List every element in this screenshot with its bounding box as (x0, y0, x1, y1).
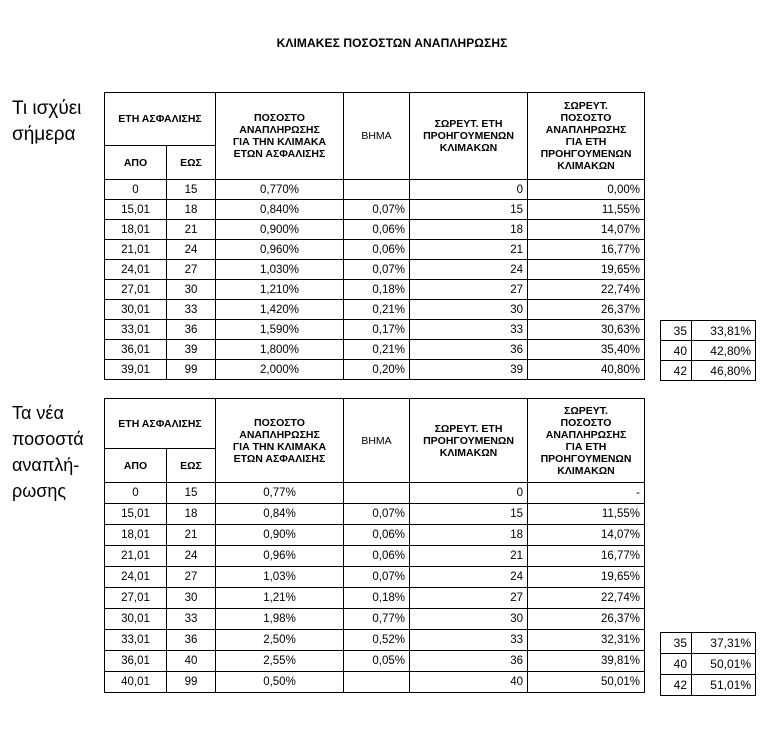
table-row (105, 651, 645, 672)
totals-rate: 50,01% (692, 654, 756, 675)
cell-cumulative-years: 27 (410, 280, 528, 300)
cell-cumulative-years: 33 (410, 630, 528, 651)
cell-from: 24,01 (105, 567, 167, 588)
totals-years: 42 (661, 361, 692, 381)
table-row (105, 220, 645, 240)
cell-rate: 1,420% (216, 300, 344, 320)
table-row (105, 504, 645, 525)
header-rate: ΠΟΣΟΣΤΟ ΑΝΑΠΛΗΡΩΣΗΣ ΓΙΑ ΤΗΝ ΚΛΙΜΑΚΑ ΕΤΩΝ ΑΣΦΑΛΙΣΗΣ (216, 399, 344, 483)
cell-step: 0,21% (344, 340, 410, 360)
cell-cumulative-years: 15 (410, 200, 528, 220)
cell-to: 30 (167, 280, 216, 300)
cell-rate: 1,030% (216, 260, 344, 280)
table-row (105, 630, 645, 651)
totals-row (661, 675, 756, 696)
cell-cumulative-rate: 50,01% (528, 672, 645, 693)
cell-from: 15,01 (105, 200, 167, 220)
cell-cumulative-rate: 26,37% (528, 300, 645, 320)
cell-from: 36,01 (105, 340, 167, 360)
cell-to: 30 (167, 588, 216, 609)
totals-years: 35 (661, 633, 692, 654)
cell-step: 0,06% (344, 525, 410, 546)
table-row (105, 180, 645, 200)
cell-from: 0 (105, 483, 167, 504)
cell-cumulative-rate: 19,65% (528, 567, 645, 588)
totals-rate: 51,01% (692, 675, 756, 696)
cell-step: 0,18% (344, 588, 410, 609)
cell-cumulative-years: 40 (410, 672, 528, 693)
cell-cumulative-rate: 30,63% (528, 320, 645, 340)
cell-rate: 0,84% (216, 504, 344, 525)
document-title: ΚΛΙΜΑΚΕΣ ΠΟΣΟΣΤΩΝ ΑΝΑΠΛΗΡΩΣΗΣ (276, 36, 508, 50)
cell-to: 15 (167, 483, 216, 504)
table-row (105, 567, 645, 588)
cell-cumulative-rate: 11,55% (528, 200, 645, 220)
cell-step: 0,20% (344, 360, 410, 380)
totals-years: 42 (661, 675, 692, 696)
table-row (105, 240, 645, 260)
cell-cumulative-years: 18 (410, 525, 528, 546)
cell-step (344, 483, 410, 504)
table-row (105, 320, 645, 340)
cell-step: 0,07% (344, 200, 410, 220)
totals-rate: 42,80% (692, 341, 756, 361)
cell-cumulative-rate: 14,07% (528, 220, 645, 240)
cell-step: 0,07% (344, 567, 410, 588)
table-row (105, 260, 645, 280)
cell-step: 0,52% (344, 630, 410, 651)
cell-to: 99 (167, 360, 216, 380)
cell-from: 33,01 (105, 630, 167, 651)
cell-step: 0,06% (344, 240, 410, 260)
header-cumulative-rate: ΣΩΡΕΥΤ. ΠΟΣΟΣΤΟ ΑΝΑΠΛΗΡΩΣΗΣ ΓΙΑ ΕΤΗ ΠΡΟΗΓΟΥΜΕΝΩΝ ΚΛΙΜΑΚΩΝ (528, 93, 645, 180)
current-totals-table (660, 320, 756, 381)
cell-rate: 2,50% (216, 630, 344, 651)
cell-cumulative-years: 30 (410, 609, 528, 630)
cell-from: 27,01 (105, 280, 167, 300)
cell-cumulative-years: 0 (410, 483, 528, 504)
cell-from: 27,01 (105, 588, 167, 609)
cell-cumulative-years: 21 (410, 240, 528, 260)
cell-from: 24,01 (105, 260, 167, 280)
cell-cumulative-years: 21 (410, 546, 528, 567)
cell-rate: 1,590% (216, 320, 344, 340)
totals-row (661, 654, 756, 675)
cell-cumulative-years: 24 (410, 567, 528, 588)
cell-from: 21,01 (105, 240, 167, 260)
cell-rate: 1,03% (216, 567, 344, 588)
header-to: ΕΩΣ (167, 146, 216, 180)
totals-rate: 46,80% (692, 361, 756, 381)
table-row (105, 483, 645, 504)
cell-cumulative-years: 27 (410, 588, 528, 609)
cell-to: 21 (167, 525, 216, 546)
header-cumulative-years: ΣΩΡΕΥΤ. ΕΤΗ ΠΡΟΗΓΟΥΜΕΝΩΝ ΚΛΙΜΑΚΩΝ (410, 399, 528, 483)
totals-row (661, 341, 756, 361)
cell-cumulative-rate: 11,55% (528, 504, 645, 525)
cell-cumulative-rate: 22,74% (528, 280, 645, 300)
cell-from: 40,01 (105, 672, 167, 693)
cell-cumulative-years: 39 (410, 360, 528, 380)
table-row (105, 525, 645, 546)
cell-cumulative-rate: 32,31% (528, 630, 645, 651)
cell-cumulative-rate: 39,81% (528, 651, 645, 672)
cell-rate: 0,900% (216, 220, 344, 240)
new-rates-body (105, 483, 645, 693)
current-section-label: Τι ισχύει σήμερα (12, 98, 82, 145)
cell-cumulative-years: 24 (410, 260, 528, 280)
cell-cumulative-rate: 26,37% (528, 609, 645, 630)
cell-to: 27 (167, 567, 216, 588)
cell-step: 0,07% (344, 260, 410, 280)
cell-to: 18 (167, 504, 216, 525)
cell-cumulative-years: 36 (410, 340, 528, 360)
cell-rate: 0,840% (216, 200, 344, 220)
new-section-label: Τα νέα ποσοστά αναπλή- ρωσης (12, 403, 84, 501)
cell-to: 36 (167, 320, 216, 340)
cell-cumulative-rate: 40,80% (528, 360, 645, 380)
cell-to: 39 (167, 340, 216, 360)
header-step: ΒΗΜΑ (344, 399, 410, 483)
table-row (105, 360, 645, 380)
cell-to: 21 (167, 220, 216, 240)
table-row (105, 280, 645, 300)
cell-step: 0,17% (344, 320, 410, 340)
cell-from: 15,01 (105, 504, 167, 525)
cell-step (344, 180, 410, 200)
totals-row (661, 633, 756, 654)
cell-from: 0 (105, 180, 167, 200)
cell-rate: 1,21% (216, 588, 344, 609)
cell-to: 24 (167, 240, 216, 260)
cell-rate: 1,98% (216, 609, 344, 630)
cell-from: 39,01 (105, 360, 167, 380)
cell-rate: 0,90% (216, 525, 344, 546)
header-from: ΑΠΟ (105, 449, 167, 483)
cell-from: 36,01 (105, 651, 167, 672)
cell-from: 33,01 (105, 320, 167, 340)
cell-from: 18,01 (105, 220, 167, 240)
header-cumulative-rate: ΣΩΡΕΥΤ. ΠΟΣΟΣΤΟ ΑΝΑΠΛΗΡΩΣΗΣ ΓΙΑ ΕΤΗ ΠΡΟΗΓΟΥΜΕΝΩΝ ΚΛΙΜΑΚΩΝ (528, 399, 645, 483)
cell-from: 30,01 (105, 609, 167, 630)
cell-step (344, 672, 410, 693)
cell-to: 15 (167, 180, 216, 200)
table-row (105, 200, 645, 220)
cell-cumulative-rate: 16,77% (528, 546, 645, 567)
cell-to: 33 (167, 609, 216, 630)
cell-step: 0,18% (344, 280, 410, 300)
cell-step: 0,21% (344, 300, 410, 320)
totals-years: 35 (661, 321, 692, 341)
table-row (105, 609, 645, 630)
cell-cumulative-years: 18 (410, 220, 528, 240)
table-row (105, 672, 645, 693)
cell-step: 0,77% (344, 609, 410, 630)
totals-row (661, 321, 756, 341)
current-rates-body (105, 180, 645, 380)
header-cumulative-years: ΣΩΡΕΥΤ. ΕΤΗ ΠΡΟΗΓΟΥΜΕΝΩΝ ΚΛΙΜΑΚΩΝ (410, 93, 528, 180)
totals-years: 40 (661, 341, 692, 361)
table-row (105, 340, 645, 360)
cell-to: 33 (167, 300, 216, 320)
new-rates-table (104, 398, 645, 693)
cell-cumulative-rate: 16,77% (528, 240, 645, 260)
cell-rate: 1,210% (216, 280, 344, 300)
cell-cumulative-rate: 35,40% (528, 340, 645, 360)
cell-rate: 0,96% (216, 546, 344, 567)
table-row (105, 588, 645, 609)
cell-cumulative-years: 15 (410, 504, 528, 525)
cell-to: 27 (167, 260, 216, 280)
cell-cumulative-rate: 0,00% (528, 180, 645, 200)
cell-cumulative-years: 0 (410, 180, 528, 200)
cell-to: 40 (167, 651, 216, 672)
cell-rate: 0,77% (216, 483, 344, 504)
cell-cumulative-rate: 14,07% (528, 525, 645, 546)
cell-rate: 2,55% (216, 651, 344, 672)
table-row (105, 300, 645, 320)
cell-cumulative-years: 33 (410, 320, 528, 340)
header-insurance-years: ΕΤΗ ΑΣΦΑΛΙΣΗΣ (105, 93, 216, 146)
totals-years: 40 (661, 654, 692, 675)
totals-row (661, 361, 756, 381)
cell-to: 18 (167, 200, 216, 220)
current-totals-body (661, 321, 756, 381)
header-insurance-years: ΕΤΗ ΑΣΦΑΛΙΣΗΣ (105, 399, 216, 449)
cell-step: 0,05% (344, 651, 410, 672)
cell-rate: 0,960% (216, 240, 344, 260)
header-from: ΑΠΟ (105, 146, 167, 180)
current-rates-table (104, 92, 645, 380)
totals-rate: 33,81% (692, 321, 756, 341)
cell-cumulative-years: 36 (410, 651, 528, 672)
totals-rate: 37,31% (692, 633, 756, 654)
cell-step: 0,06% (344, 220, 410, 240)
cell-from: 30,01 (105, 300, 167, 320)
table-row (105, 546, 645, 567)
cell-cumulative-rate: 19,65% (528, 260, 645, 280)
cell-cumulative-years: 30 (410, 300, 528, 320)
header-to: ΕΩΣ (167, 449, 216, 483)
cell-step: 0,07% (344, 504, 410, 525)
cell-rate: 2,000% (216, 360, 344, 380)
cell-from: 18,01 (105, 525, 167, 546)
cell-to: 24 (167, 546, 216, 567)
cell-rate: 0,50% (216, 672, 344, 693)
cell-rate: 0,770% (216, 180, 344, 200)
cell-cumulative-rate: - (528, 483, 645, 504)
header-step: ΒΗΜΑ (344, 93, 410, 180)
cell-cumulative-rate: 22,74% (528, 588, 645, 609)
cell-from: 21,01 (105, 546, 167, 567)
cell-to: 36 (167, 630, 216, 651)
cell-to: 99 (167, 672, 216, 693)
header-rate: ΠΟΣΟΣΤΟ ΑΝΑΠΛΗΡΩΣΗΣ ΓΙΑ ΤΗΝ ΚΛΙΜΑΚΑ ΕΤΩΝ ΑΣΦΑΛΙΣΗΣ (216, 93, 344, 180)
cell-rate: 1,800% (216, 340, 344, 360)
new-totals-body (661, 633, 756, 696)
cell-step: 0,06% (344, 546, 410, 567)
new-totals-table (660, 632, 756, 696)
